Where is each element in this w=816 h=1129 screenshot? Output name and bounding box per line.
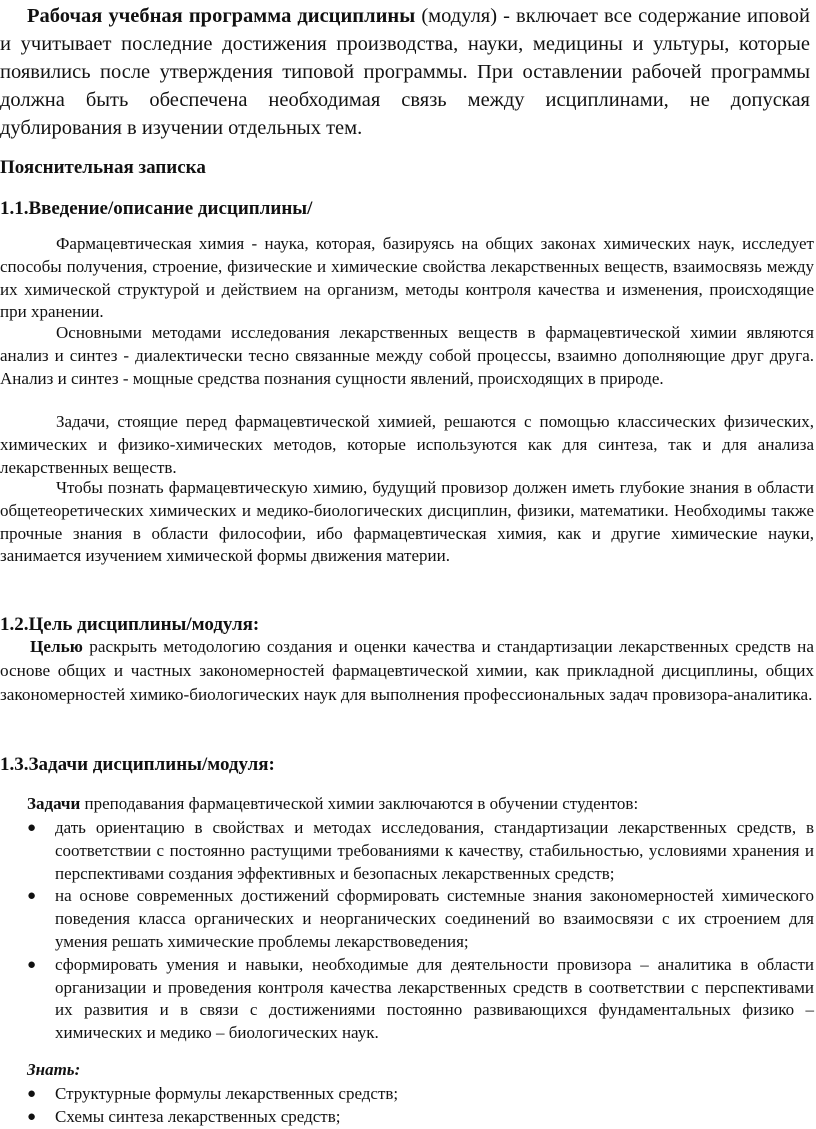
list-item-text: сформировать умения и навыки, необходимые для деятельности провизора – аналитика в области организации и проведения контроля качества лекарственных средств в соответствии с перспективами их развития и в связи с достижениями постоянно развивающихся фундаментальных физико – химических и медико – биологических наук. xyxy=(55,954,814,1043)
tasks-list xyxy=(0,817,814,1045)
goal-text: раскрыть методологию создания и оценки качества и стандартизации лекарственных средств на основе общих и частных закономерностей фармацевтической химии, как прикладной дисциплины, общих закономерностей химико-биологических наук для выполнения профессиональных задач провизора-аналитика. xyxy=(0,637,814,704)
bullet-icon: ● xyxy=(27,1086,37,1102)
bullet-icon: ● xyxy=(27,1108,37,1125)
tasks-text: преподавания фармацевтической химии заключаются в обучении студентов: xyxy=(80,794,639,813)
know-label: Знать: xyxy=(27,1060,81,1079)
intro-lead: Рабочая учебная программа дисциплины xyxy=(27,5,416,27)
list-item-text: дать ориентацию в свойствах и методах исследования, стандартизации лекарственных средств, в соответствии с постоянно растущими требованиями к качеству, стабильностью, условиями хранения и перспективами создания эффективных и безопасных лекарственных средств; xyxy=(55,818,814,883)
know-label-line xyxy=(0,1059,814,1082)
goal-lead: Целью xyxy=(30,637,83,656)
section-1-1-heading: 1.1.Введение/описание дисциплины/ xyxy=(0,198,313,219)
list-item-text: Схемы синтеза лекарственных средств; xyxy=(55,1106,341,1126)
bullet-icon: ● xyxy=(27,888,37,905)
section-1-3-heading: 1.3.Задачи дисциплины/модуля: xyxy=(0,754,275,775)
intro-section-paragraph-1: Фармацевтическая химия - наука, которая, базируясь на общих законах химических наук, исследует способы получения, строение, физические и химические свойства лекарственных веществ, взаимосвязь между их химической структурой и действием на организм, методы контроля качества и изменения, происходящие при хранении. xyxy=(0,234,814,322)
bullet-icon: ● xyxy=(27,820,37,836)
list-item xyxy=(0,1083,814,1106)
intro-section-paragraph-3: Задачи, стоящие перед фармацевтической химией, решаются с помощью классических физических, химических и физико-химических методов, которые используются как для синтеза, так и для анализа лекарственных веществ. xyxy=(0,412,814,477)
list-item-text: на основе современных достижений сформировать системные знания закономерностей химического поведения класса органических и неорганических соединений во взаимосвязи с их строением для умения решать химические проблемы лекарствоведения; xyxy=(55,886,814,951)
list-item xyxy=(0,954,814,1045)
list-item xyxy=(0,1106,814,1129)
tasks-lead: Задачи xyxy=(27,794,81,813)
intro-paragraph xyxy=(0,2,816,142)
list-item xyxy=(0,817,814,885)
list-item-text: Структурные формулы лекарственных средств; xyxy=(55,1084,399,1103)
section-1-2-heading: 1.2.Цель дисциплины/модуля: xyxy=(0,614,260,635)
goal-paragraph xyxy=(0,635,814,707)
intro-section-paragraph-2: Основными методами исследования лекарственных веществ в фармацевтической химии являются анализ и синтез - диалектически тесно связанные между собой процессы, взаимно дополняющие друг друга. Анализ и синтез - мощные средства познания сущности явлений, происходящих в природе. xyxy=(0,323,814,388)
explanatory-note-heading: Пояснительная записка xyxy=(0,157,206,178)
intro-section-paragraph-4: Чтобы познать фармацевтическую химию, будущий провизор должен иметь глубокие знания в области общетеоретических химических и медико-биологических дисциплин, физики, математики. Необходимы также прочные знания в области философии, ибо фармацевтическая химия, как и другие химические науки, занимается изучением химической формы движения материи. xyxy=(0,478,814,566)
intro-block xyxy=(0,2,816,142)
bullet-icon: ● xyxy=(27,956,37,973)
intro-text: (модуля) - включает все содержание иповой и учитывает последние достижения производства, науки, медицины и ультуры, которые появились после утверждения типовой программы. При оставлении рабочей программы должна быть обеспечена необходимая связь между исциплинами, не допуская дублирования в изучении отдельных тем. xyxy=(0,5,810,139)
list-item xyxy=(0,885,814,953)
know-list xyxy=(0,1083,814,1129)
tasks-intro xyxy=(0,793,814,816)
